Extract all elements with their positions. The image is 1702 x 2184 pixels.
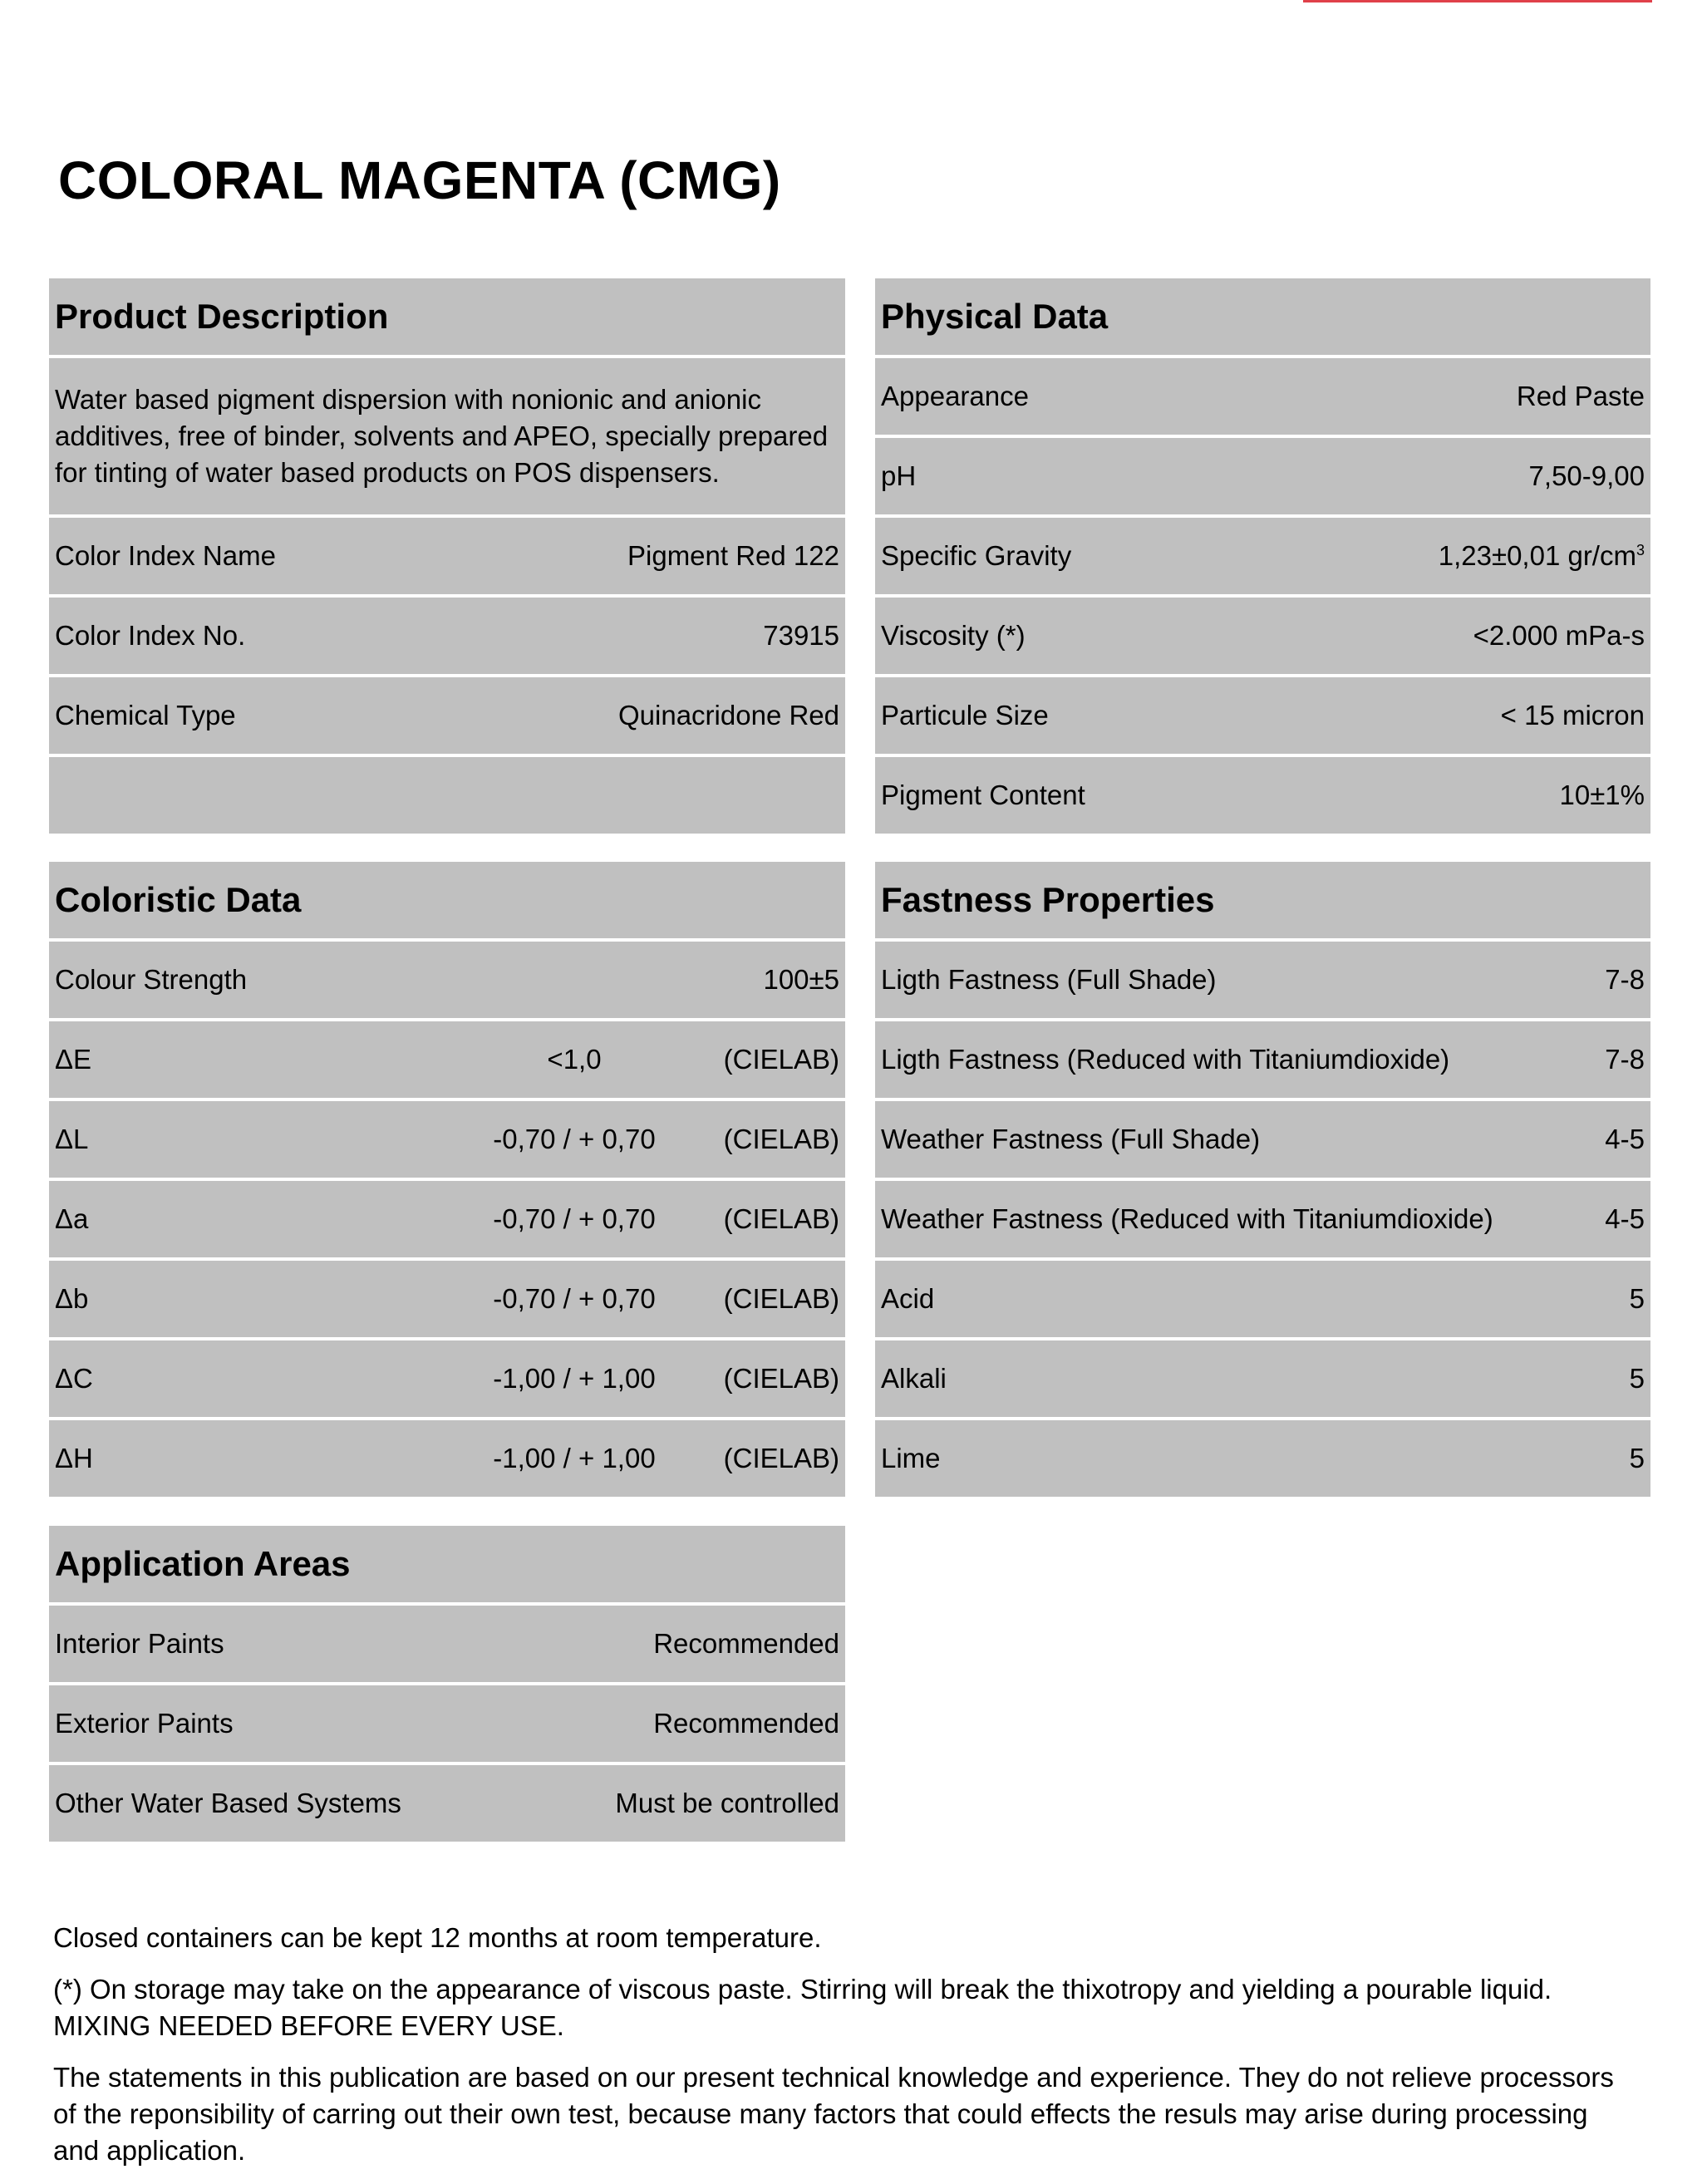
row-value: 7-8 <box>1605 1044 1645 1075</box>
table-row <box>49 1261 845 1337</box>
row-label: Other Water Based Systems <box>55 1788 401 1818</box>
row-range: -0,70 / + 0,70 <box>493 1124 656 1154</box>
table-row <box>49 1606 845 1682</box>
row-value: Quinacridone Red <box>618 700 839 730</box>
row-label: ΔL <box>55 1124 89 1154</box>
table-row <box>875 757 1650 834</box>
row-value: Red Paste <box>1516 381 1645 411</box>
row-range: -0,70 / + 0,70 <box>493 1283 656 1314</box>
table-row <box>49 1021 845 1098</box>
table-row <box>49 1765 845 1842</box>
specific-gravity-value: 1,23±0,01 gr/cm <box>1438 540 1636 571</box>
row-value: 73915 <box>763 620 839 651</box>
row-label: Δa <box>55 1203 89 1234</box>
table-row <box>875 1101 1650 1178</box>
table-row <box>49 942 845 1018</box>
coloristic-data-table <box>49 862 845 1497</box>
row-label: Colour Strength <box>55 964 248 995</box>
fastness-properties-heading: Fastness Properties <box>875 862 1650 938</box>
row-label: Weather Fastness (Full Shade) <box>881 1124 1261 1154</box>
row-label: Lime <box>881 1443 941 1473</box>
disclaimer-note: The statements in this publication are based on our present technical knowledge and experience. They do not relieve processors of the reponsibility of carring out their own test, because many factors that could effects the resuls may arise during processing and application. <box>53 2062 1614 2166</box>
table-row <box>875 1181 1650 1257</box>
table-row <box>875 1021 1650 1098</box>
table-row <box>49 598 845 674</box>
row-value: < 15 micron <box>1500 700 1645 730</box>
table-row <box>875 598 1650 674</box>
row-value: 5 <box>1629 1363 1645 1394</box>
row-label: Alkali <box>881 1363 947 1394</box>
notes-section <box>53 1920 1632 2184</box>
application-areas-table <box>49 1526 845 1842</box>
row-label: Ligth Fastness (Reduced with Titaniumdioxide) <box>881 1044 1450 1075</box>
row-unit: (CIELAB) <box>723 1283 839 1314</box>
row-range: <1,0 <box>547 1044 602 1075</box>
product-description-heading: Product Description <box>49 278 845 355</box>
row-value: 10±1% <box>1559 780 1645 810</box>
row-label: Color Index Name <box>55 540 276 571</box>
row-label: pH <box>881 460 917 491</box>
row-label: Chemical Type <box>55 700 236 730</box>
row-label: Δb <box>55 1283 89 1314</box>
table-row <box>875 1261 1650 1337</box>
row-value: 7,50-9,00 <box>1528 460 1645 491</box>
table-row <box>875 438 1650 514</box>
empty-table-row <box>49 757 845 834</box>
row-unit: (CIELAB) <box>723 1443 839 1473</box>
row-value <box>1439 540 1645 572</box>
row-value: Pigment Red 122 <box>627 540 839 571</box>
row-unit: (CIELAB) <box>723 1044 839 1075</box>
table-row <box>875 1420 1650 1497</box>
row-label: ΔC <box>55 1363 93 1394</box>
table-row <box>875 1340 1650 1417</box>
physical-data-heading: Physical Data <box>875 278 1650 355</box>
row-value: Must be controlled <box>615 1788 839 1818</box>
row-value: 5 <box>1629 1283 1645 1314</box>
row-unit: (CIELAB) <box>723 1203 839 1234</box>
table-row <box>49 518 845 594</box>
coloristic-data-heading: Coloristic Data <box>49 862 845 938</box>
table-row <box>875 942 1650 1018</box>
row-label: Pigment Content <box>881 780 1085 810</box>
table-row <box>49 1340 845 1417</box>
row-value: 7-8 <box>1605 964 1645 995</box>
table-row <box>875 518 1650 594</box>
row-value: 5 <box>1629 1443 1645 1473</box>
table-row <box>49 677 845 754</box>
table-row <box>875 677 1650 754</box>
fastness-properties-table <box>875 862 1650 1497</box>
row-label: Weather Fastness (Reduced with Titaniumdioxide) <box>881 1203 1493 1234</box>
storage-note: Closed containers can be kept 12 months at room temperature. <box>53 1922 822 1953</box>
row-unit: (CIELAB) <box>723 1363 839 1394</box>
row-label: Specific Gravity <box>881 540 1072 571</box>
row-value: 100±5 <box>763 964 839 995</box>
row-value: <2.000 mPa-s <box>1473 620 1645 651</box>
row-value: Recommended <box>653 1708 839 1739</box>
row-label: Appearance <box>881 381 1029 411</box>
product-description-text: Water based pigment dispersion with nonionic and anionic additives, free of binder, solvents and APEO, specially prepared for tinting of water based products on POS dispensers. <box>49 358 845 514</box>
row-label: Particule Size <box>881 700 1049 730</box>
top-accent-line <box>1303 0 1652 2</box>
product-description-table <box>49 278 845 834</box>
row-value: Recommended <box>653 1628 839 1659</box>
physical-data-table <box>875 278 1650 834</box>
table-row <box>875 358 1650 435</box>
application-areas-heading: Application Areas <box>49 1526 845 1602</box>
row-value: 4-5 <box>1605 1124 1645 1154</box>
row-label: Viscosity (*) <box>881 620 1026 651</box>
row-label: Color Index No. <box>55 620 246 651</box>
row-label: Interior Paints <box>55 1628 224 1659</box>
page-title: COLORAL MAGENTA (CMG) <box>58 150 781 210</box>
row-value: 4-5 <box>1605 1203 1645 1234</box>
row-unit: (CIELAB) <box>723 1124 839 1154</box>
superscript-unit: 3 <box>1636 542 1645 558</box>
row-label: Acid <box>881 1283 935 1314</box>
row-range: -1,00 / + 1,00 <box>493 1443 656 1473</box>
table-row <box>49 1101 845 1178</box>
row-label: Ligth Fastness (Full Shade) <box>881 964 1217 995</box>
row-range: -1,00 / + 1,00 <box>493 1363 656 1394</box>
viscosity-note: (*) On storage may take on the appearance of viscous paste. Stirring will break the thixotropy and yielding a pourable liquid. MIXING NEEDED BEFORE EVERY USE. <box>53 1974 1552 2041</box>
row-label: Exterior Paints <box>55 1708 234 1739</box>
table-row <box>49 1685 845 1762</box>
row-label: ΔH <box>55 1443 93 1473</box>
row-range: -0,70 / + 0,70 <box>493 1203 656 1234</box>
table-row <box>49 1420 845 1497</box>
row-label: ΔE <box>55 1044 92 1075</box>
table-row <box>49 1181 845 1257</box>
